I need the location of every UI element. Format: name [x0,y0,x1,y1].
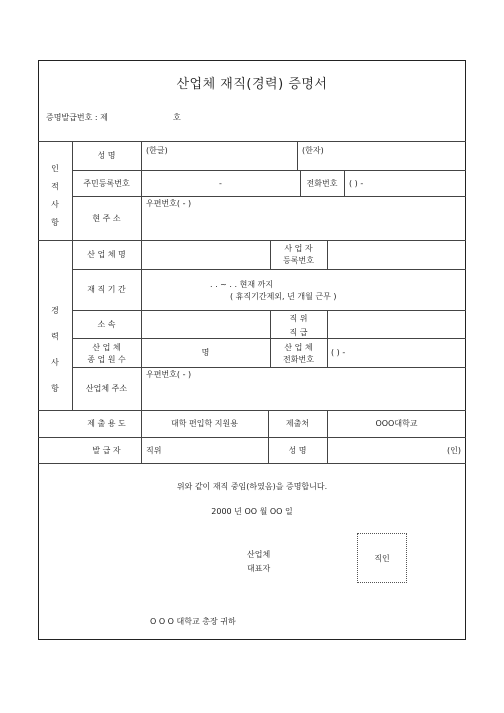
bizno-label: 사 업 자 등록번호 [283,244,314,265]
ceo-signature-label: 대표자 [247,564,271,573]
purpose-field[interactable]: 대학 편입학 지원용 [171,419,238,428]
name-hanja-field[interactable]: (한자) [302,146,324,155]
period-note: ( 휴직기간제외, 년 개월 근무 ) [230,292,337,301]
position-field[interactable] [328,311,465,338]
position-label: 직 위 직 급 [289,314,308,337]
company-phone-field[interactable]: ( ) - [331,348,346,357]
name-label: 성 명 [97,151,116,160]
company-phone-label: 산 업 체 전화번호 [283,343,314,364]
rrn-label: 주민등록번호 [83,179,130,188]
personal-section-label: 인 적 사 항 [51,164,59,227]
period-label: 재 직 기 간 [87,285,126,294]
purpose-label: 제 출 용 도 [87,419,126,428]
employees-field[interactable]: 명 [201,348,210,357]
department-label: 소 속 [97,320,116,329]
phone-label: 전화번호 [306,179,338,188]
career-section-label: 경 력 사 항 [51,306,59,393]
company-signature-label: 산업체 [247,550,271,559]
issue-number-suffix: 호 [173,113,181,122]
company-address-label: 산업체 주소 [85,384,128,393]
rrn-field[interactable]: - [219,179,222,188]
issue-number-label: 증명발급번호 : 제 [46,113,108,122]
name-korean-field[interactable]: (한글) [146,146,168,155]
company-zip-field[interactable]: 우편번호( - ) [146,370,192,379]
issuer-position-field[interactable]: 직위 [146,446,162,455]
employees-label: 산 업 체 종 업 원 수 [87,343,126,364]
issuer-seal-mark: (인) [447,446,461,455]
issuer-label: 발 급 자 [92,446,121,455]
company-name-field[interactable] [142,241,269,268]
issue-date: 2000 년 OO 월 OO 일 [211,507,293,516]
destination-field[interactable]: OOO대학교 [375,419,418,428]
certification-statement: 위와 같이 재직 중임(하였음)을 증명합니다. [176,482,328,491]
address-label: 현 주 소 [92,214,121,223]
addressee: O O O 대학교 총장 귀하 [150,617,236,626]
address-zip-field[interactable]: 우편번호( - ) [146,199,192,208]
period-field[interactable]: . . ~ . . 현재 까지 [210,280,274,289]
bizno-field[interactable] [328,241,465,268]
phone-field[interactable]: ( ) - [349,179,364,188]
company-name-label: 산 업 체 명 [87,250,126,259]
document-title: 산업체 재직(경력) 증명서 [176,77,328,92]
destination-label: 제출처 [285,419,310,428]
official-seal-label: 직인 [374,554,390,563]
issuer-name-label: 성 명 [288,446,307,455]
